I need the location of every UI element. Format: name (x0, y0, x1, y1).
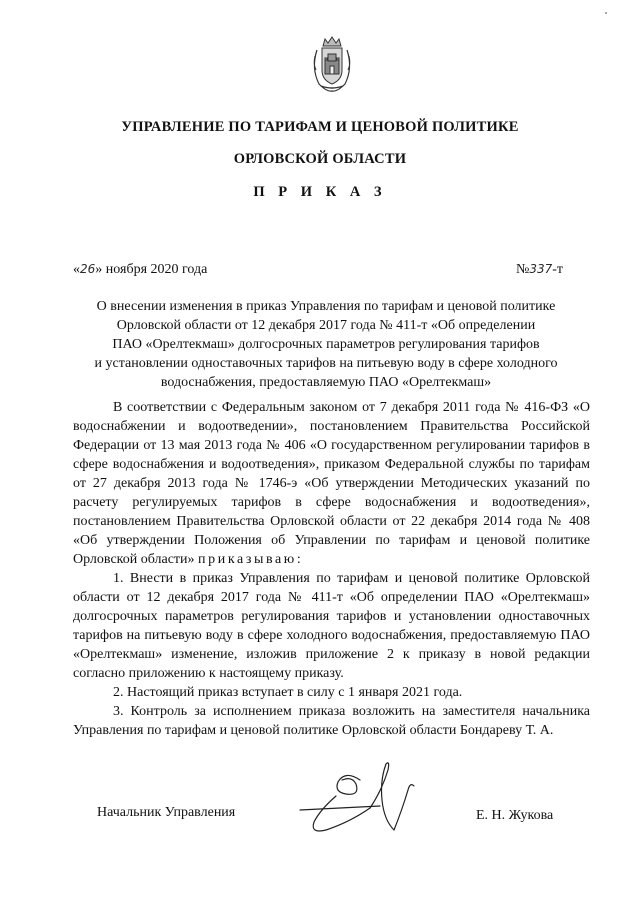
number-suffix: -т (552, 262, 564, 277)
order-item-1: 1. Внести в приказ Управления по тарифам и ценовой политике Орловской области от 12 декабря 2017 года № 411-т «Об определении ПАО «Орелтекмаш» долгосрочных параметров регулирования тарифов и установлении одноставочных тарифов на питьевую воду в сфере холодного водоснабжения, предоставляемую ПАО «Орелтекмаш» изменение, изложив приложение 2 к приказу в новой редакции согласно приложению к настоящему приказу. (73, 571, 590, 681)
subject-line: Орловской области от 12 декабря 2017 года № 411-т «Об определении (116, 318, 536, 333)
handwritten-signature-icon (290, 750, 460, 850)
scan-speck (605, 12, 607, 14)
organization-region: ОРЛОВСКОЙ ОБЛАСТИ (233, 151, 407, 167)
coat-of-arms-icon (309, 34, 355, 94)
date-day-handwritten: 26 (80, 262, 96, 276)
order-number (516, 262, 563, 278)
subject-line: О внесении изменения в приказ Управления по тарифам и ценовой политике (96, 299, 556, 314)
order-body (73, 398, 590, 740)
organization-name: УПРАВЛЕНИЕ ПО ТАРИФАМ И ЦЕНОВОЙ ПОЛИТИКЕ (121, 119, 519, 135)
preamble-paragraph (73, 398, 590, 569)
date-month-year: » ноября 2020 года (95, 262, 208, 277)
number-prefix: № (516, 262, 530, 277)
document-type: П Р И К А З (253, 184, 387, 200)
order-item-2: 2. Настоящий приказ вступает в силу с 1 января 2021 года. (113, 685, 463, 700)
subject-line: водоснабжения, предоставляемую ПАО «Орелтекмаш» (160, 375, 492, 390)
order-item-3: 3. Контроль за исполнением приказа возложить на заместителя начальника Управления по тарифам и ценовой политике Орловской области Бондареву Т. А. (73, 704, 590, 738)
date-open-quote: « (73, 262, 80, 277)
order-subject (60, 297, 592, 392)
subject-line: ПАО «Орелтекмаш» долгосрочных параметров регулирования тарифов (112, 337, 540, 352)
preamble-text: В соответствии с Федеральным законом от 7 декабря 2011 года № 416-ФЗ «О водоснабжении и водоотведении», постановлением Правительства Российской Федерации от 13 мая 2013 года № 406 «О государственном регулировании тарифов в сфере водоснабжения и водоотведения», приказом Федеральной службы по тарифам от 27 декабря 2013 года № 1746-э «Об утверждении Методических указаний по расчету регулируемых тарифов в сфере водоснабжения и водоотведения», постановлением Правительства Орловской области от 22 декабря 2014 года № 408 «Об утверждении Положения об Управлении по тарифам и ценовой политике Орловской области» (73, 400, 590, 567)
order-word: приказываю: (198, 552, 304, 567)
signer-name: Е. Н. Жукова (476, 808, 554, 823)
signer-title: Начальник Управления (97, 805, 236, 820)
number-handwritten: 337 (529, 262, 553, 276)
order-date (73, 262, 207, 278)
subject-line: и установлении одноставочных тарифов на питьевую воду в сфере холодного (94, 356, 558, 371)
